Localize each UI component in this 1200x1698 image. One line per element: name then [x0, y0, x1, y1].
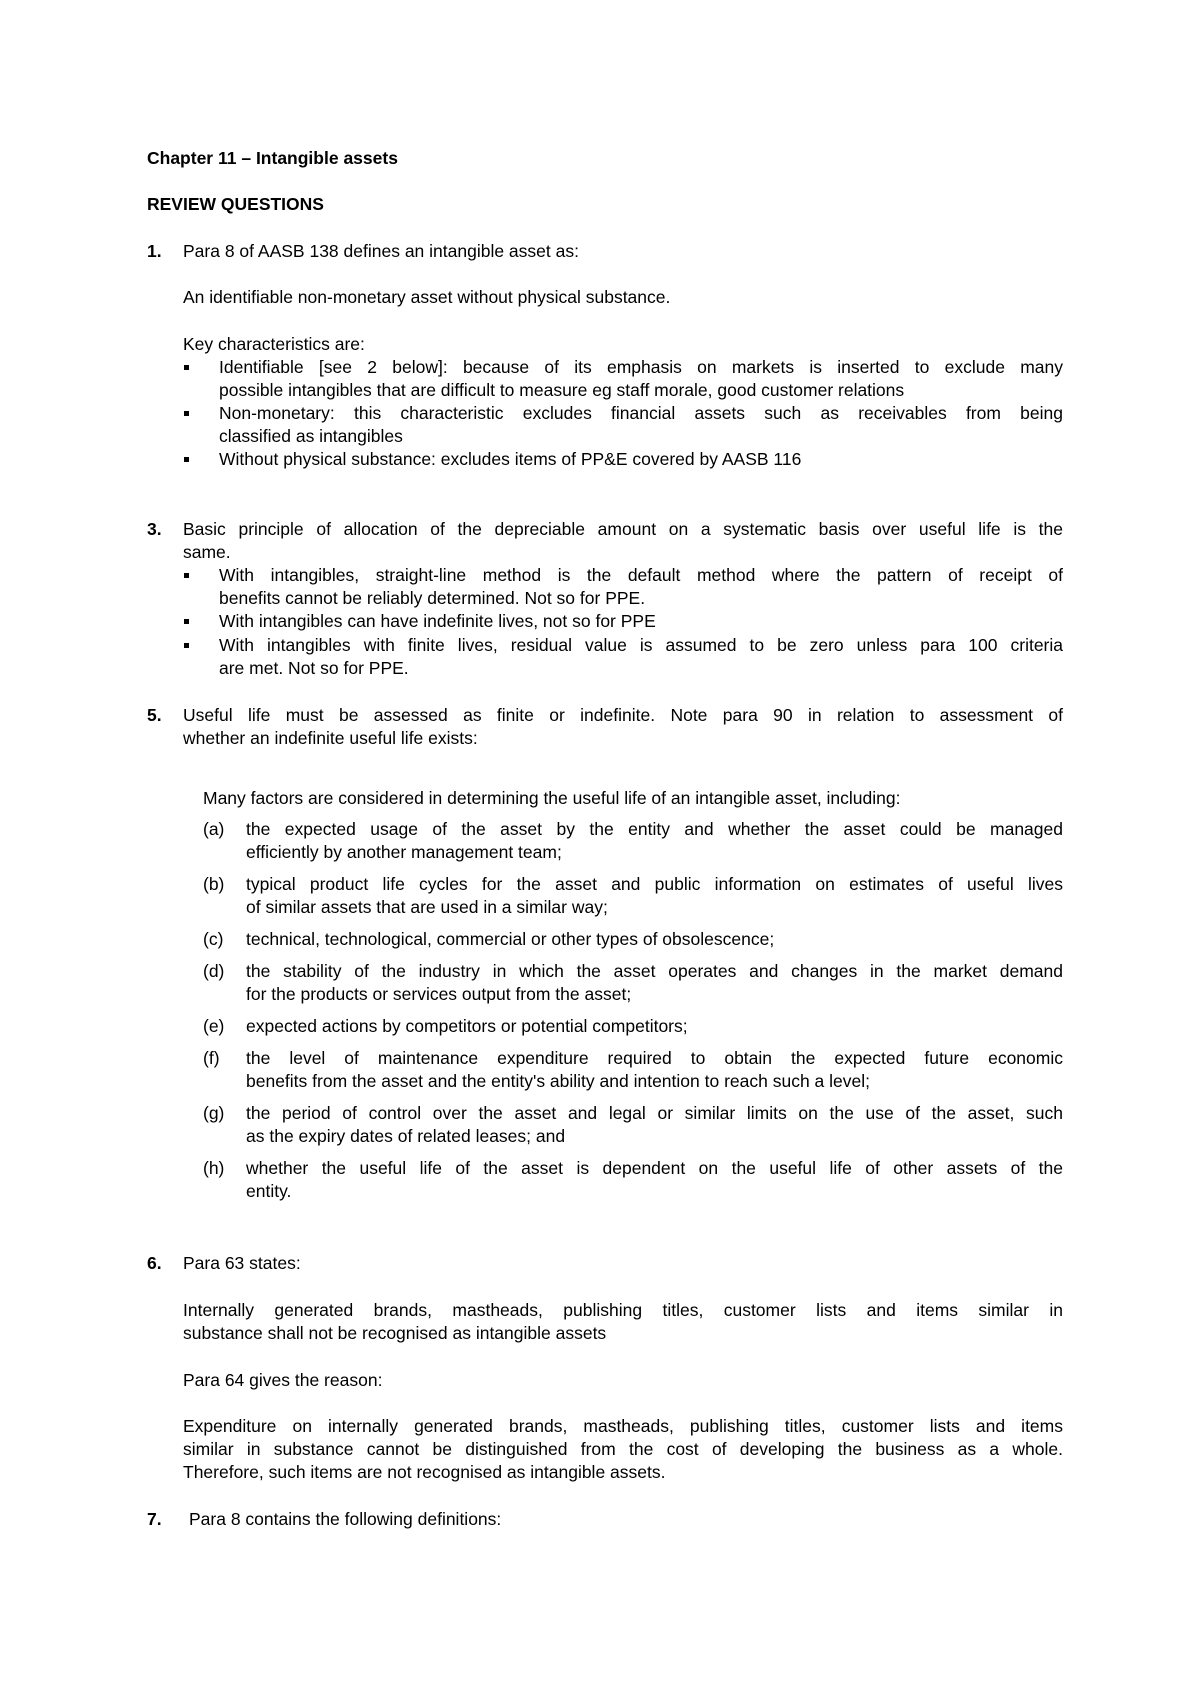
q6-quote-2-line-3: Therefore, such items are not recognised as intangible assets. [183, 1462, 666, 1482]
q1-key-heading: Key characteristics are: [183, 334, 365, 354]
q3-bullet-3-line-2: are met. Not so for PPE. [219, 658, 409, 678]
factor-e-line-1: expected actions by competitors or potential competitors; [246, 1016, 688, 1036]
q5-paragraph-line-2: whether an indefinite useful life exists: [183, 728, 478, 748]
factor-a-line-2: efficiently by another management team; [246, 842, 562, 862]
q1-bullet-1-line-2: possible intangibles that are difficult to measure eg staff morale, good customer relations [219, 380, 905, 400]
factor-d-line-2: for the products or services output from the asset; [246, 984, 632, 1004]
bullet-icon [184, 643, 189, 648]
q1-bullet-2-line-1: Non-monetary: this characteristic excludes financial assets such as receivables from being [219, 403, 1063, 423]
question-number-3: 3. [147, 519, 162, 539]
question-number-1: 1. [147, 241, 162, 261]
q3-paragraph-line-2: same. [183, 542, 231, 562]
q3-bullet-1-line-1: With intangibles, straight-line method is the default method where the pattern of receipt of [219, 565, 1063, 585]
q1-bullet-1-line-1: Identifiable [see 2 below]: because of its emphasis on markets is inserted to exclude many [219, 357, 1063, 377]
q1-bullet-2-line-2: classified as intangibles [219, 426, 403, 446]
factor-label-f: (f) [203, 1048, 220, 1068]
q7-intro: Para 8 contains the following definitions: [189, 1509, 502, 1529]
factor-label-g: (g) [203, 1103, 225, 1123]
factor-c-line-1: technical, technological, commercial or other types of obsolescence; [246, 929, 775, 949]
factor-f-line-1: the level of maintenance expenditure required to obtain the expected future economic [246, 1048, 1063, 1068]
question-number-7: 7. [147, 1509, 162, 1529]
q1-intro: Para 8 of AASB 138 defines an intangible asset as: [183, 241, 579, 261]
q6-reason-intro: Para 64 gives the reason: [183, 1370, 383, 1390]
factor-g-line-2: as the expiry dates of related leases; and [246, 1126, 566, 1146]
q3-bullet-3-line-1: With intangibles with finite lives, residual value is assumed to be zero unless para 100 criteria [219, 635, 1063, 655]
factor-label-c: (c) [203, 929, 224, 949]
factor-b-line-1: typical product life cycles for the asset and public information on estimates of useful lives [246, 874, 1063, 894]
bullet-icon [184, 619, 189, 624]
q5-paragraph-line-1: Useful life must be assessed as finite or indefinite. Note para 90 in relation to assessment of [183, 705, 1063, 725]
factor-label-b: (b) [203, 874, 225, 894]
section-heading: REVIEW QUESTIONS [147, 194, 324, 214]
q6-quote-1-line-2: substance shall not be recognised as intangible assets [183, 1323, 607, 1343]
question-number-6: 6. [147, 1253, 162, 1273]
factor-h-line-1: whether the useful life of the asset is dependent on the useful life of other assets of the [246, 1158, 1063, 1178]
factor-label-h: (h) [203, 1158, 225, 1178]
bullet-icon [184, 457, 189, 462]
factor-d-line-1: the stability of the industry in which the asset operates and changes in the market demand [246, 961, 1063, 981]
factor-label-a: (a) [203, 819, 225, 839]
chapter-title: Chapter 11 – Intangible assets [147, 148, 398, 168]
q3-bullet-1-line-2: benefits cannot be reliably determined. Not so for PPE. [219, 588, 646, 608]
factor-g-line-1: the period of control over the asset and legal or similar limits on the use of the asset, such [246, 1103, 1063, 1123]
q6-quote-2-line-2: similar in substance cannot be distinguished from the cost of developing the business as a whole. [183, 1439, 1063, 1459]
q6-quote-1-line-1: Internally generated brands, mastheads, publishing titles, customer lists and items similar in [183, 1300, 1063, 1320]
factor-h-line-2: entity. [246, 1181, 292, 1201]
factor-label-d: (d) [203, 961, 225, 981]
q3-paragraph-line-1: Basic principle of allocation of the depreciable amount on a systematic basis over useful life is the [183, 519, 1063, 539]
q1-bullet-3-line-1: Without physical substance: excludes items of PP&E covered by AASB 116 [219, 449, 802, 469]
bullet-icon [184, 411, 189, 416]
bullet-icon [184, 365, 189, 370]
bullet-icon [184, 573, 189, 578]
factor-f-line-2: benefits from the asset and the entity's ability and intention to reach such a level; [246, 1071, 870, 1091]
factor-label-e: (e) [203, 1016, 225, 1036]
factor-a-line-1: the expected usage of the asset by the entity and whether the asset could be managed [246, 819, 1063, 839]
q5-factors-intro: Many factors are considered in determining the useful life of an intangible asset, including: [203, 788, 901, 808]
q1-definition: An identifiable non-monetary asset without physical substance. [183, 287, 671, 307]
q6-intro: Para 63 states: [183, 1253, 301, 1273]
q3-bullet-2-line-1: With intangibles can have indefinite lives, not so for PPE [219, 611, 656, 631]
q6-quote-2-line-1: Expenditure on internally generated brands, mastheads, publishing titles, customer lists and items [183, 1416, 1063, 1436]
question-number-5: 5. [147, 705, 162, 725]
factor-b-line-2: of similar assets that are used in a similar way; [246, 897, 608, 917]
